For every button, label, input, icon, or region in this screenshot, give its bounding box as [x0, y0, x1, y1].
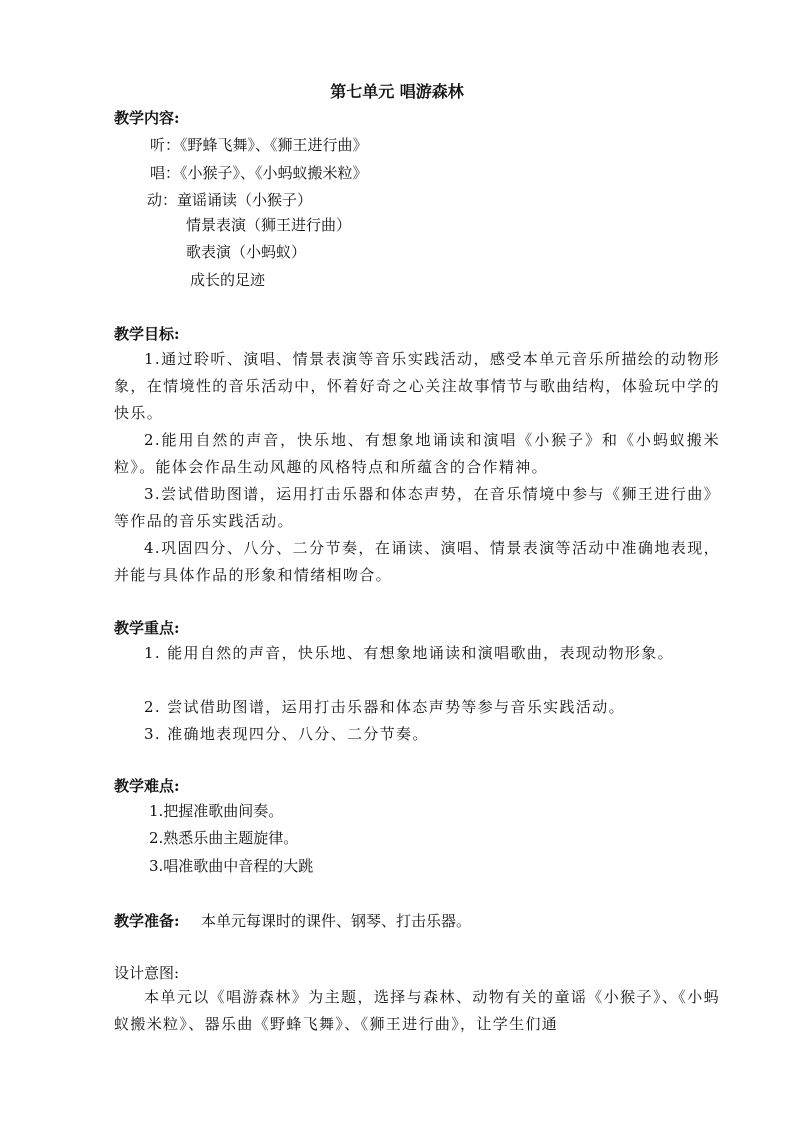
design-heading: 设计意图:: [114, 964, 180, 982]
objective-item: 3.尝试借助图谱，运用打击乐器和体态声势，在音乐情境中参与《狮王进行曲》等作品的音乐实践活动。: [114, 485, 720, 530]
content-heading: 教学内容:: [114, 109, 180, 127]
key-point-item: 3. 准确地表现四分、八分、二分节奏。: [144, 725, 429, 743]
content-move-item: 成长的足迹: [190, 271, 266, 289]
objective-item: 1.通过聆听、演唱、情景表演等音乐实践活动，感受本单元音乐所描绘的动物形象，在情境性的音乐活动中，怀着好奇之心关注故事情节与歌曲结构，体验玩中学的快乐。: [114, 350, 720, 422]
objective-item: 4.巩固四分、八分、二分节奏，在诵读、演唱、情景表演等活动中准确地表现，并能与具体作品的形象和情绪相吻合。: [114, 539, 720, 584]
content-move-item: 歌表演（小蚂蚁）: [186, 243, 307, 261]
preparation-heading: 教学准备:: [114, 912, 180, 930]
difficulty-item: 1.把握准歌曲间奏。: [149, 802, 284, 820]
objectives-heading: 教学目标:: [114, 325, 180, 343]
difficulty-item: 3.唱准歌曲中音程的大跳: [149, 857, 314, 875]
difficulty-item: 2.熟悉乐曲主题旋律。: [149, 829, 299, 847]
content-sing: 唱：《小猴子》、《小蚂蚁搬米粒》: [150, 164, 368, 182]
objective-item: 2.能用自然的声音，快乐地、有想象地诵读和演唱《小猴子》和《小蚂蚁搬米粒》。能体会作品生动风趣的风格特点和所蕴含的合作精神。: [114, 431, 720, 476]
content-move: 动：童谣诵读（小猴子）: [147, 191, 313, 209]
difficulties-heading: 教学难点:: [114, 777, 180, 795]
key-points-heading: 教学重点:: [114, 619, 180, 637]
content-move-item: 情景表演（狮王进行曲）: [186, 216, 352, 234]
key-point-item: 1. 能用自然的声音，快乐地、有想象地诵读和演唱歌曲，表现动物形象。: [144, 644, 674, 662]
page-title: 第七单元 唱游森林: [330, 82, 464, 101]
content-listen: 听：《野蜂飞舞》、《狮王进行曲》: [150, 136, 368, 154]
preparation-text: 本单元每课时的课件、钢琴、打击乐器。: [201, 912, 472, 930]
design-text: 本单元以《唱游森林》为主题，选择与森林、动物有关的童谣《小猴子》、《小蚂蚁搬米粒》、器乐曲《野蜂飞舞》、《狮王进行曲》，让学生们通: [114, 988, 720, 1033]
key-point-item: 2. 尝试借助图谱，运用打击乐器和体态声势等参与音乐实践活动。: [144, 698, 625, 716]
